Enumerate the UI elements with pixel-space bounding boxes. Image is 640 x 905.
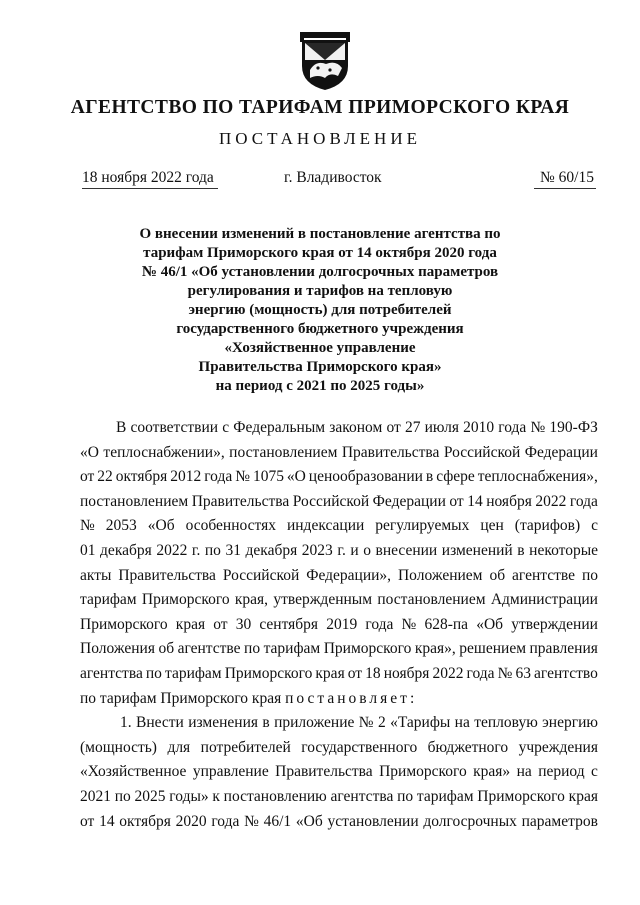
word: с <box>591 517 598 535</box>
word: Федерации <box>372 492 446 510</box>
word: Администрации <box>490 591 598 609</box>
word: период <box>538 763 585 781</box>
paragraph-2 <box>80 711 598 834</box>
title-line: «Хозяйственное управление <box>224 340 416 356</box>
title-line: на период с 2021 по 2025 годы» <box>215 378 425 394</box>
word: № <box>497 664 513 682</box>
word: (тарифов) <box>514 517 581 535</box>
document-type: ПОСТАНОВЛЕНИЕ <box>218 129 421 148</box>
word: «Хозяйственное <box>80 763 187 781</box>
word: 46/1 <box>263 812 292 830</box>
word: 2021 <box>80 787 111 805</box>
word: 31 <box>225 541 241 559</box>
word: № <box>358 714 374 732</box>
word: Приморского <box>379 763 467 781</box>
word: года <box>211 812 240 830</box>
word: Приморского <box>224 664 313 682</box>
word: 30 <box>235 615 252 633</box>
word: решением <box>459 640 527 658</box>
agency-name: АГЕНТСТВО ПО ТАРИФАМ ПРИМОРСКОГО КРАЯ <box>70 97 570 118</box>
text-line <box>80 736 598 761</box>
word: декабря <box>245 541 298 559</box>
word: и <box>350 541 359 559</box>
word: в <box>517 541 525 559</box>
word: 2 <box>377 714 386 732</box>
word: Приморского <box>477 787 565 805</box>
word: Внести <box>136 714 184 732</box>
word: государственного <box>301 738 418 756</box>
title-line: энергию (мощность) для потребителей <box>188 302 452 318</box>
word: годы» <box>169 787 209 805</box>
word: 18 <box>365 664 381 682</box>
text-line <box>80 662 598 687</box>
word: края <box>568 787 598 805</box>
word: внесении <box>375 541 438 559</box>
word: «Об <box>476 615 504 633</box>
word: агентстве <box>177 640 241 658</box>
word: «Об <box>295 812 323 830</box>
word: 2012 <box>170 468 202 486</box>
word: «Об <box>147 517 175 535</box>
word: с <box>591 763 598 781</box>
document-city: г. Владивосток <box>284 169 382 186</box>
word: Федерации», <box>306 566 392 584</box>
word: декабря <box>100 541 152 559</box>
word: утверждении <box>511 615 598 633</box>
text-line <box>80 441 598 466</box>
word: № <box>235 468 250 486</box>
word: на <box>454 714 470 732</box>
word: Правительства <box>118 566 216 584</box>
word: сфере <box>436 468 475 486</box>
word: 14 <box>467 492 483 510</box>
word: (мощность) <box>80 738 157 756</box>
word: постановлению <box>223 787 327 805</box>
word: учреждения <box>518 738 598 756</box>
word: 2022 <box>432 664 464 682</box>
word: тарифам <box>165 664 222 682</box>
word: законом <box>329 419 383 436</box>
word: Приморского <box>141 591 230 609</box>
word: тарифам <box>263 640 321 658</box>
text-line <box>80 588 598 613</box>
title-line: № 46/1 «Об установлении долгосрочных параметров <box>141 264 499 280</box>
word: тарифам <box>416 787 474 805</box>
word: правления <box>529 640 598 658</box>
text-line <box>80 637 598 662</box>
word: от <box>386 419 401 436</box>
word: теплоснабжения», <box>477 468 598 486</box>
word: 190-ФЗ <box>549 419 598 436</box>
word: некоторые <box>529 541 598 559</box>
word: тарифам <box>80 591 137 609</box>
word: «Тарифы <box>390 714 451 732</box>
word: Положения <box>80 640 155 658</box>
word: года <box>466 664 495 682</box>
paragraph-1 <box>80 416 598 687</box>
word: индексации <box>286 517 365 535</box>
word: 2020 <box>175 812 207 830</box>
date-underline <box>82 188 218 189</box>
word: 2025 <box>134 787 166 805</box>
word: № <box>401 615 417 633</box>
text-line <box>80 810 598 835</box>
paragraph-1-last-line <box>80 687 598 712</box>
word: цен <box>480 517 504 535</box>
word: ноября <box>486 492 532 510</box>
word: края, <box>234 591 269 609</box>
document-title <box>80 225 560 396</box>
word: по <box>145 664 162 682</box>
word: г. <box>337 541 346 559</box>
word: о <box>363 541 371 559</box>
word: агентстве <box>512 566 575 584</box>
word: Приморского <box>323 640 412 658</box>
word: Положением <box>397 566 483 584</box>
word: теплоснабжении», <box>103 443 225 461</box>
word: постановлением <box>80 492 189 510</box>
word: параметров <box>521 812 598 830</box>
word: агентство <box>534 664 598 682</box>
word: года <box>569 492 598 510</box>
word: № <box>530 419 546 436</box>
coat-of-arms-icon <box>296 30 354 92</box>
word: 2019 <box>326 615 358 633</box>
word: регулируемых <box>375 517 470 535</box>
word: утвержденным <box>273 591 373 609</box>
word: с <box>222 419 230 436</box>
word: края <box>175 615 206 633</box>
word: по <box>397 787 414 805</box>
text-line <box>80 711 598 736</box>
text-line <box>80 785 598 810</box>
title-line: тарифам Приморского края от 14 октября 2020 года <box>143 245 497 261</box>
word: долгосрочных <box>423 812 517 830</box>
word: Российской <box>443 443 521 461</box>
word: постановлением <box>229 443 338 461</box>
word: 22 <box>97 468 113 486</box>
number-underline <box>534 188 596 189</box>
word: Правительства <box>275 763 373 781</box>
word: 14 <box>99 812 115 830</box>
word: года <box>204 468 233 486</box>
word: приложение <box>274 714 355 732</box>
word: установлении <box>327 812 419 830</box>
word: 27 <box>404 419 421 436</box>
paragraph-text: по тарифам Приморского края <box>80 689 282 707</box>
word: «О <box>80 443 99 461</box>
word: для <box>167 738 191 756</box>
word: от <box>80 468 95 486</box>
text-line <box>80 416 598 441</box>
word: 1075 <box>252 468 284 486</box>
word: 01 <box>80 541 96 559</box>
title-line: Правительства Приморского края» <box>198 359 442 375</box>
word: 2022 <box>535 492 567 510</box>
word: Российской <box>292 492 370 510</box>
word: года <box>498 419 527 436</box>
word: Правительства <box>191 492 290 510</box>
word: управление <box>192 763 269 781</box>
word: на <box>516 763 532 781</box>
word: постановлением <box>377 591 486 609</box>
word: сентября <box>259 615 319 633</box>
text-line <box>80 465 598 490</box>
word: октября <box>119 812 171 830</box>
word: агентства <box>330 787 394 805</box>
word: по <box>204 541 221 559</box>
word: агентства <box>80 664 143 682</box>
text-line <box>80 539 598 564</box>
title-line: регулирования и тарифов на тепловую <box>187 283 453 299</box>
word: Федерации <box>524 443 598 461</box>
document-body <box>80 416 598 834</box>
word: г. <box>191 541 201 559</box>
word: 1. <box>120 714 132 732</box>
decree-word: постановляет: <box>285 689 418 707</box>
word: 63 <box>515 664 531 682</box>
word: энергию <box>542 714 598 732</box>
word: об <box>158 640 175 658</box>
word: в <box>425 468 434 486</box>
word: по <box>114 787 131 805</box>
title-line: государственного бюджетного учреждения <box>176 321 464 337</box>
word: акты <box>80 566 112 584</box>
word: года <box>365 615 394 633</box>
word: ценообразовании <box>308 468 423 486</box>
word: 2053 <box>105 517 137 535</box>
text-line <box>80 613 598 638</box>
word: особенностях <box>185 517 276 535</box>
document-date: 18 ноября 2022 года <box>82 169 214 186</box>
word: по <box>244 640 261 658</box>
word: края <box>315 664 345 682</box>
word: к <box>212 787 220 805</box>
word: края» <box>473 763 511 781</box>
word: бюджетного <box>427 738 509 756</box>
word: «О <box>286 468 306 486</box>
word: об <box>489 566 506 584</box>
word: 2023 <box>301 541 333 559</box>
word: Федеральным <box>233 419 326 436</box>
word: № <box>80 517 95 535</box>
word: июля <box>424 419 459 436</box>
word: октября <box>115 468 168 486</box>
word: Российской <box>222 566 300 584</box>
document-number: № 60/15 <box>540 169 594 186</box>
word: ноября <box>383 664 430 682</box>
word: 628-па <box>424 615 469 633</box>
text-line <box>80 760 598 785</box>
text-line <box>80 514 598 539</box>
word: изменения <box>188 714 259 732</box>
word: тепловую <box>474 714 538 732</box>
word: 2010 <box>463 419 495 436</box>
word: изменений <box>441 541 513 559</box>
title-line: О внесении изменений в постановление агентства по <box>139 226 501 242</box>
word: от <box>213 615 228 633</box>
word: по <box>581 566 598 584</box>
word: 2022 <box>156 541 188 559</box>
word: от <box>449 492 464 510</box>
word: в <box>262 714 270 732</box>
word: от <box>80 812 95 830</box>
word: Правительства <box>341 443 440 461</box>
word: В <box>116 419 127 436</box>
word: № <box>244 812 259 830</box>
text-line <box>80 564 598 589</box>
word: Приморского <box>80 615 168 633</box>
word: края», <box>414 640 456 658</box>
text-line <box>80 490 598 515</box>
word: от <box>347 664 363 682</box>
word: соответствии <box>130 419 219 436</box>
word: потребителей <box>200 738 291 756</box>
